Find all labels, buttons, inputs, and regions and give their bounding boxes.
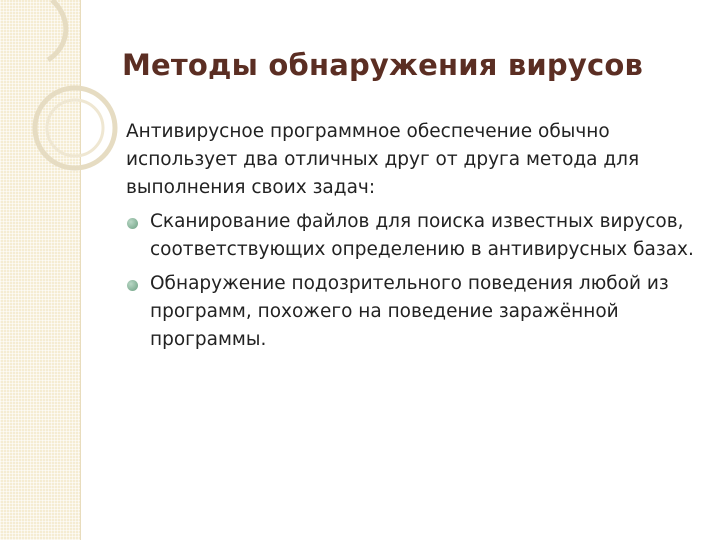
slide-body <box>126 118 701 360</box>
bullet-text: Обнаружение подозрительного поведения любой из программ, похожего на поведение заражённой программы. <box>150 273 669 350</box>
bullet-text: Сканирование файлов для поиска известных вирусов, соответствующих определению в антивирусных базах. <box>150 211 694 260</box>
bullet-dot-icon <box>127 218 138 229</box>
bullet-item <box>126 208 701 264</box>
intro-paragraph: Антивирусное программное обеспечение обычно использует два отличных друг от друга метода для выполнения своих задач: <box>126 121 640 198</box>
bullet-list <box>126 208 701 354</box>
bullet-item <box>126 270 701 354</box>
slide-title: Методы обнаружения вирусов <box>122 48 644 82</box>
bullet-dot-icon <box>127 280 138 291</box>
decorative-rings <box>0 0 120 200</box>
